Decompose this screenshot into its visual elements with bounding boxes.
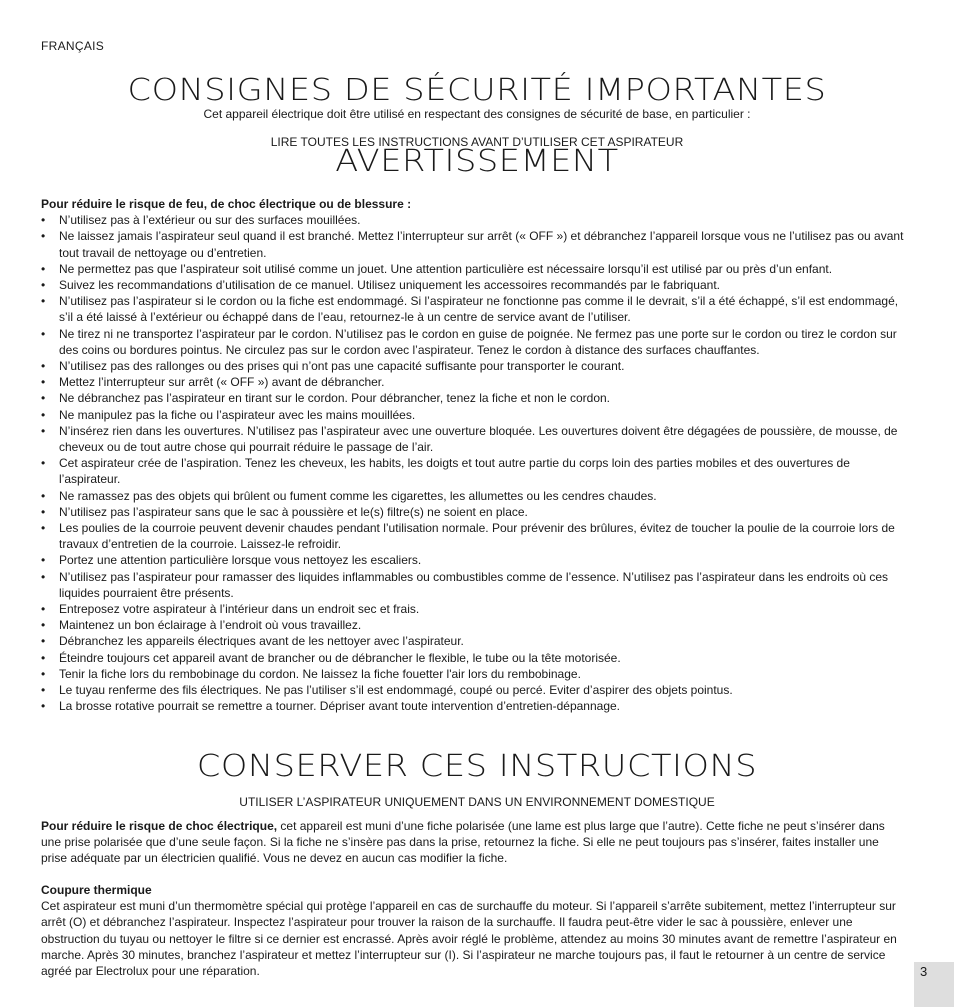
list-item: • N’utilisez pas à l’extérieur ou sur des surfaces mouillées. <box>41 212 907 228</box>
electric-shock-text: cet appareil est muni d’une fiche polarisée (une lame est plus large que l’autre). Cette fiche ne peut s’insérer dans une prise polarisée que d’une seule façon. Si la fiche ne s’insère pas dans la prise, retournez la fiche. Si elle ne peut toujours pas s’insérer, faites installer une prise adéquate par un électricien qualifié. Vous ne devez en aucun cas modifier la fiche. <box>41 819 885 866</box>
list-item: • Ne laissez jamais l’aspirateur seul quand il est branché. Mettez l’interrupteur sur arrêt (« OFF ») et débranchez l’appareil lorsque vous ne l’utilisez pas ou avant tout travail de nettoyage ou d’entretien. <box>41 228 907 260</box>
intro-text: Cet appareil électrique doit être utilisé en respectant des consignes de sécurité de base, en particulier : <box>203 107 751 121</box>
list-item: • Portez une attention particulière lorsque vous nettoyez les escaliers. <box>41 552 907 568</box>
list-item: • Débranchez les appareils électriques avant de les nettoyer avec l’aspirateur. <box>41 633 907 649</box>
thermal-cutoff-section <box>41 882 907 979</box>
save-instructions-heading: CONSERVER CES INSTRUCTIONS <box>196 749 758 784</box>
thermal-cutoff-heading: Coupure thermique <box>41 883 152 897</box>
list-item: • N’insérez rien dans les ouvertures. N’utilisez pas l’aspirateur avec une ouverture bloquée. Les ouvertures doivent être dégagées de poussière, de mousse, de cheveux ou de tout autre chose qui pourrait réduire le passage de l’air. <box>41 423 907 455</box>
list-item: • Tenir la fiche lors du rembobinage du cordon. Ne laissez la fiche fouetter l'air lors du rembobinage. <box>41 666 907 682</box>
electric-shock-lead: Pour réduire le risque de choc électrique, <box>41 819 278 833</box>
list-item: • Éteindre toujours cet appareil avant de brancher ou de débrancher le flexible, le tube ou la tête motorisée. <box>41 650 907 666</box>
list-item: • Ne tirez ni ne transportez l’aspirateur par le cordon. N’utilisez pas le cordon en guise de poignée. Ne fermez pas une porte sur le cordon ou tirez le cordon sur des coins ou bordures pointus. Ne circulez pas sur le cordon avec l’aspirateur. Tenez le cordon à distance des surfaces chauffantes. <box>41 326 907 358</box>
electric-shock-paragraph <box>41 818 907 867</box>
list-item: • N’utilisez pas l’aspirateur sans que le sac à poussière et le(s) filtre(s) ne soient en place. <box>41 504 907 520</box>
list-item: • Ne permettez pas que l’aspirateur soit utilisé comme un jouet. Une attention particulière est nécessaire lorsqu’il est utilisé par ou près d’un enfant. <box>41 261 907 277</box>
list-item: • Le tuyau renferme des fils électriques. Ne pas l’utiliser s’il est endommagé, coupé ou percé. Eviter d’aspirer des objets pointus. <box>41 682 907 698</box>
list-item: • Ne manipulez pas la fiche ou l’aspirateur avec les mains mouillées. <box>41 407 907 423</box>
thermal-cutoff-text: Cet aspirateur est muni d’un thermomètre spécial qui protège l’appareil en cas de surchauffe du moteur. Si l’appareil s’arrête subitement, mettez l’interrupteur sur arrêt (O) et débranchez l’aspirateur. Inspectez l’aspirateur pour trouver la raison de la surchauffe. Il faudra peut-être vider le sac à poussière, enlever une obstruction du tuyau ou nettoyer le filtre si ce dernier est encrassé. Après avoir réglé le problème, attendez au moins 30 minutes avant de remettre l’aspirateur en marche. Après 30 minutes, branchez l’aspirateur et mettez l’interrupteur sur (I). Si l’aspirateur ne marche toujours pas, il faut le retourner à un centre de service agréé par Electrolux pour une réparation. <box>41 899 897 979</box>
list-item: • Suivez les recommandations d’utilisation de ce manuel. Utilisez uniquement les accessoires recommandés par le fabriquant. <box>41 277 907 293</box>
list-item: • Ne débranchez pas l’aspirateur en tirant sur le cordon. Pour débrancher, tenez la fiche et non le cordon. <box>41 390 907 406</box>
list-item: • N’utilisez pas des rallonges ou des prises qui n’ont pas une capacité suffisante pour transporter le courant. <box>41 358 907 374</box>
warning-section <box>41 196 907 715</box>
list-item: • Maintenez un bon éclairage à l’endroit où vous travaillez. <box>41 617 907 633</box>
list-item: • Cet aspirateur crée de l’aspiration. Tenez les cheveux, les habits, les doigts et tout autre partie du corps loin des parties mobiles et des ouvertures de l’aspirateur. <box>41 455 907 487</box>
warning-heading: AVERTISSEMENT <box>335 144 619 179</box>
list-item: • Ne ramassez pas des objets qui brûlent ou fument comme les cigarettes, les allumettes ou les cendres chaudes. <box>41 488 907 504</box>
read-instructions-text: LIRE TOUTES LES INSTRUCTIONS AVANT D’UTILISER CET ASPIRATEUR <box>270 135 684 149</box>
warning-list <box>41 212 907 714</box>
list-item: • N’utilisez pas l’aspirateur si le cordon ou la fiche est endommagé. Si l’aspirateur ne fonctionne pas comme il le devrait, s’il a été échappé, s’il est endommagé, s’il a été laissé à l’extérieur ou échappé dans de l’eau, retournez-le à un centre de service avant de l’utiliser. <box>41 293 907 325</box>
page-number: 3 <box>914 962 954 1007</box>
list-item: • La brosse rotative pourrait se remettre a tourner. Dépriser avant toute intervention d’entretien-dépannage. <box>41 698 907 714</box>
warning-lead: Pour réduire le risque de feu, de choc électrique ou de blessure : <box>41 197 412 211</box>
list-item: • Les poulies de la courroie peuvent devenir chaudes pendant l’utilisation normale. Pour prévenir des brûlures, évitez de toucher la poulie de la courroie lors de travaux d’entretien de la courroie. Laissez-le refroidir. <box>41 520 907 552</box>
list-item: • Entreposez votre aspirateur à l’intérieur dans un endroit sec et frais. <box>41 601 907 617</box>
domestic-use-text: UTILISER L’ASPIRATEUR UNIQUEMENT DANS UN ENVIRONNEMENT DOMESTIQUE <box>239 795 715 809</box>
page-title: CONSIGNES DE SÉCURITÉ IMPORTANTES <box>127 73 827 108</box>
list-item: • N’utilisez pas l’aspirateur pour ramasser des liquides inflammables ou combustibles comme de l’essence. N’utilisez pas l’aspirateur dans les endroits où ces liquides pourraient être présents. <box>41 569 907 601</box>
list-item: • Mettez l’interrupteur sur arrêt (« OFF ») avant de débrancher. <box>41 374 907 390</box>
language-label: FRANÇAIS <box>41 39 105 53</box>
